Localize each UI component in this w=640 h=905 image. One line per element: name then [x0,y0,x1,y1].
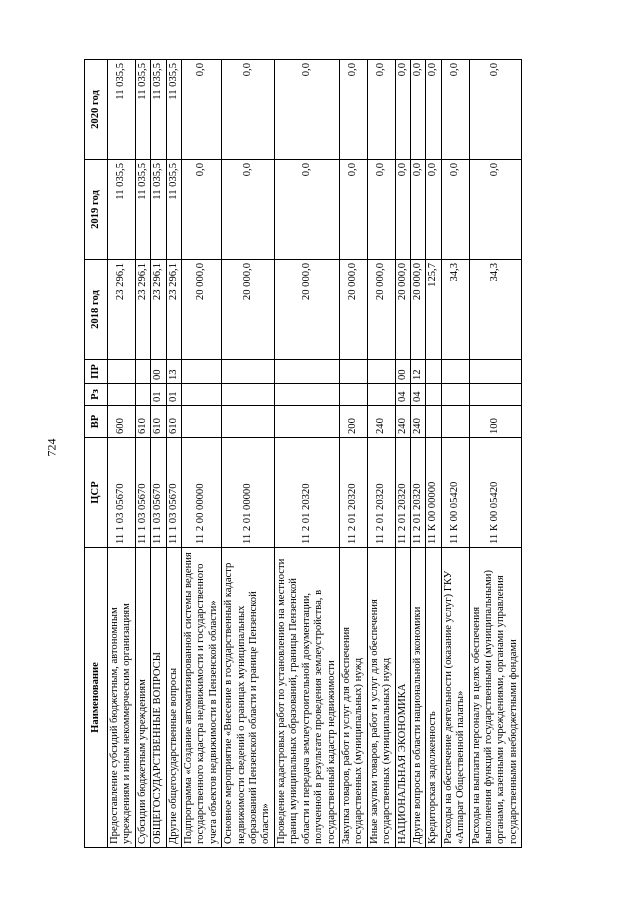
cell-2018: 20 000,0 [367,260,395,360]
cell-2019: 0,0 [395,160,410,260]
cell-rz: 04 [410,384,425,406]
cell-pr [135,360,150,384]
cell-vr: 610 [135,406,150,438]
table-row [274,60,339,848]
header-2020: 2020 год [85,60,108,160]
cell-2020: 0,0 [410,60,425,160]
cell-vr [441,406,469,438]
cell-2018: 20 000,0 [339,260,367,360]
cell-name: Субсидии бюджетным учреждениям [135,548,150,848]
cell-csr: 11 2 01 20320 [367,438,395,548]
cell-2018: 20 000,0 [395,260,410,360]
cell-2020: 0,0 [426,60,441,160]
cell-rz [222,384,275,406]
cell-pr [182,360,222,384]
cell-pr: 00 [151,360,166,384]
cell-csr: 11 1 03 05670 [166,438,181,548]
cell-name: Проведение кадастровых работ по установлению на местности границ муниципальных образований, границы Пензенской области и передача землеустроительной документации, полученной в результате проведения землеустройства, в государственный кадастр недвижимости [274,548,339,848]
cell-csr: 11 1 03 05670 [151,438,166,548]
table-row [166,60,181,848]
cell-name: Другие общегосударственные вопросы [166,548,181,848]
cell-pr: 00 [395,360,410,384]
cell-rz [441,384,469,406]
cell-csr: 11 2 01 20320 [410,438,425,548]
cell-vr: 240 [410,406,425,438]
cell-rz: 01 [151,384,166,406]
cell-name: Другие вопросы в области национальной экономики [410,548,425,848]
cell-vr: 610 [166,406,181,438]
cell-2019: 11 035,5 [151,160,166,260]
cell-pr [108,360,136,384]
table-row [222,60,275,848]
cell-rz [182,384,222,406]
cell-rz [135,384,150,406]
table-row [469,60,522,848]
cell-name: Расходы на выплаты персоналу в целях обеспечения выполнения функций государственными (муниципальными) органами, казенными учреждениями, органами управления государственными внебюджетными фондами [469,548,522,848]
cell-2020: 0,0 [182,60,222,160]
cell-2019: 0,0 [274,160,339,260]
cell-name: ОБЩЕГОСУДАРСТВЕННЫЕ ВОПРОСЫ [151,548,166,848]
rotated-table-area [84,60,572,848]
cell-rz [339,384,367,406]
header-2018: 2018 год [85,260,108,360]
cell-pr: 12 [410,360,425,384]
cell-2019: 0,0 [367,160,395,260]
cell-rz [469,384,522,406]
cell-name: Иные закупки товаров, работ и услуг для обеспечения государственных (муниципальных) нужд [367,548,395,848]
cell-pr [274,360,339,384]
cell-2019: 0,0 [469,160,522,260]
cell-2019: 11 035,5 [166,160,181,260]
table-row [367,60,395,848]
header-vr: ВР [85,406,108,438]
cell-rz [274,384,339,406]
cell-name: Кредиторская задолженность [426,548,441,848]
cell-2020: 0,0 [274,60,339,160]
cell-vr [426,406,441,438]
cell-2019: 11 035,5 [108,160,136,260]
cell-2020: 11 035,5 [108,60,136,160]
cell-vr [182,406,222,438]
table-header-row [85,60,108,848]
page-number: 724 [44,438,59,457]
cell-name: Предоставление субсидий бюджетным, автономным учреждениям и иным некоммерческим организациям [108,548,136,848]
cell-pr [367,360,395,384]
cell-vr [274,406,339,438]
cell-2018: 20 000,0 [410,260,425,360]
cell-2018: 34,3 [469,260,522,360]
budget-table [84,59,522,848]
cell-rz: 01 [166,384,181,406]
header-2019: 2019 год [85,160,108,260]
cell-name: Расходы на обеспечение деятельности (оказание услуг) ГКУ «Аппарат Общественной палаты» [441,548,469,848]
cell-2020: 11 035,5 [166,60,181,160]
header-rz: Рз [85,384,108,406]
cell-name: НАЦИОНАЛЬНАЯ ЭКОНОМИКА [395,548,410,848]
cell-rz [108,384,136,406]
cell-2020: 11 035,5 [151,60,166,160]
cell-pr [426,360,441,384]
cell-2018: 20 000,0 [222,260,275,360]
cell-pr [469,360,522,384]
cell-2020: 0,0 [441,60,469,160]
cell-csr: 11 1 03 05670 [135,438,150,548]
table-row [441,60,469,848]
cell-csr: 11 1 03 05670 [108,438,136,548]
cell-2020: 11 035,5 [135,60,150,160]
cell-2019: 0,0 [182,160,222,260]
cell-csr: 11 К 00 05420 [469,438,522,548]
cell-pr [222,360,275,384]
cell-2020: 0,0 [222,60,275,160]
cell-2019: 0,0 [441,160,469,260]
cell-csr: 11 2 01 20320 [339,438,367,548]
cell-rz [367,384,395,406]
cell-2018: 23 296,1 [166,260,181,360]
cell-2018: 34,3 [441,260,469,360]
table-row [182,60,222,848]
table-row [426,60,441,848]
cell-csr: 11 2 01 00000 [222,438,275,548]
cell-name: Основное мероприятие «Внесение в государственный кадастр недвижимости сведений о границах муниципальных образований Пензенской области и границе Пензенской области» [222,548,275,848]
cell-2018: 23 296,1 [135,260,150,360]
table-row [395,60,410,848]
cell-name: Закупка товаров, работ и услуг для обеспечения государственных (муниципальных) нужд [339,548,367,848]
cell-2019: 0,0 [410,160,425,260]
cell-name: Подпрограмма «Создание автоматизированной системы ведения государственного кадастра недвижимости и государственного учета объектов недвижимости в Пензенской области» [182,548,222,848]
cell-vr: 240 [395,406,410,438]
cell-2020: 0,0 [367,60,395,160]
cell-pr: 13 [166,360,181,384]
cell-rz: 04 [395,384,410,406]
cell-2019: 0,0 [339,160,367,260]
header-name: Наименование [85,548,108,848]
table-row [410,60,425,848]
table-row [108,60,136,848]
header-csr: ЦСР [85,438,108,548]
header-pr: ПР [85,360,108,384]
cell-vr: 100 [469,406,522,438]
cell-rz [426,384,441,406]
table-row [339,60,367,848]
cell-vr: 600 [108,406,136,438]
cell-2020: 0,0 [339,60,367,160]
cell-2018: 125,7 [426,260,441,360]
table-row [151,60,166,848]
cell-csr: 11 2 01 20320 [274,438,339,548]
cell-2018: 23 296,1 [108,260,136,360]
cell-csr: 11 К 00 05420 [441,438,469,548]
cell-2020: 0,0 [469,60,522,160]
table-row [135,60,150,848]
cell-vr [222,406,275,438]
cell-2018: 20 000,0 [182,260,222,360]
cell-pr [441,360,469,384]
cell-vr: 200 [339,406,367,438]
cell-2020: 0,0 [395,60,410,160]
cell-2018: 20 000,0 [274,260,339,360]
cell-2019: 0,0 [426,160,441,260]
cell-pr [339,360,367,384]
cell-vr: 610 [151,406,166,438]
cell-csr: 11 2 01 20320 [395,438,410,548]
cell-2019: 0,0 [222,160,275,260]
cell-2018: 23 296,1 [151,260,166,360]
cell-csr: 11 2 00 00000 [182,438,222,548]
cell-2019: 11 035,5 [135,160,150,260]
cell-vr: 240 [367,406,395,438]
cell-csr: 11 К 00 00000 [426,438,441,548]
